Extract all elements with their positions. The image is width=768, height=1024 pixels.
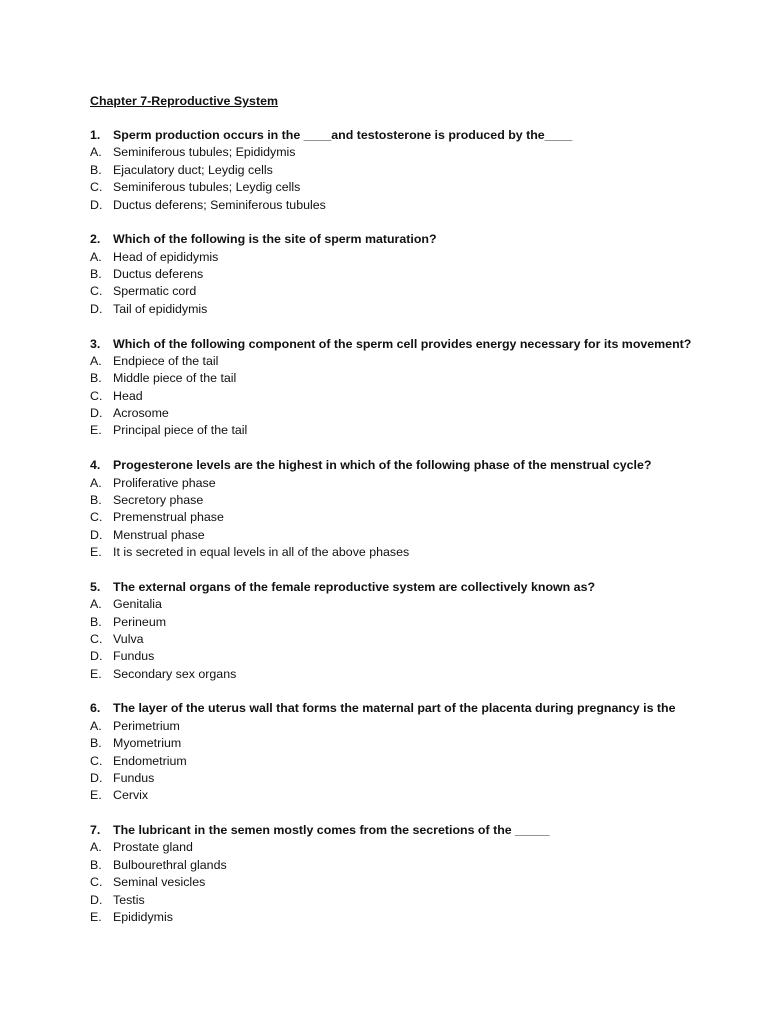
option-letter: A. <box>90 475 102 490</box>
answer-option <box>90 770 710 787</box>
option-text: Genitalia <box>113 597 162 612</box>
option-letter: D. <box>90 197 103 212</box>
option-text: Prostate gland <box>113 840 193 855</box>
question-number: 1. <box>90 128 101 142</box>
question-line <box>90 457 710 474</box>
option-text: Vulva <box>113 631 144 646</box>
option-text: Head <box>113 388 143 403</box>
question-text: Which of the following is the site of sperm maturation? <box>113 232 437 247</box>
option-text: Fundus <box>113 770 155 785</box>
option-text: Ductus deferens <box>113 267 204 282</box>
option-text: Endpiece of the tail <box>113 353 219 368</box>
question-number: 5. <box>90 579 101 594</box>
option-text: Seminiferous tubules; Leydig cells <box>113 180 301 195</box>
answer-option <box>90 666 710 683</box>
option-letter: A. <box>90 249 102 264</box>
option-text: Ejaculatory duct; Leydig cells <box>113 162 273 177</box>
answer-option <box>90 249 710 266</box>
answer-option <box>90 735 710 752</box>
question-line <box>90 127 710 144</box>
answer-option <box>90 422 710 439</box>
answer-option <box>90 144 710 161</box>
option-text: Tail of epididymis <box>113 301 208 316</box>
option-text: Proliferative phase <box>113 475 216 490</box>
option-letter: D. <box>90 406 103 421</box>
option-letter: E. <box>90 423 102 438</box>
option-letter: E. <box>90 910 102 925</box>
question-text: Which of the following component of the sperm cell provides energy necessary for its movement? <box>113 336 692 351</box>
option-text: Epididymis <box>113 910 173 925</box>
option-text: Seminal vesicles <box>113 875 206 890</box>
answer-option <box>90 179 710 196</box>
answer-option <box>90 266 710 283</box>
option-text: Myometrium <box>113 736 182 751</box>
option-letter: C. <box>90 388 103 403</box>
question-block <box>90 822 710 926</box>
option-letter: D. <box>90 527 103 542</box>
answer-option <box>90 614 710 631</box>
option-letter: B. <box>90 614 102 629</box>
option-text: Perineum <box>113 614 167 629</box>
option-letter: A. <box>90 718 102 733</box>
answer-option <box>90 283 710 300</box>
question-text: Progesterone levels are the highest in which of the following phase of the menstrual cycle? <box>113 458 652 473</box>
answer-option <box>90 857 710 874</box>
answer-option <box>90 544 710 561</box>
option-letter: D. <box>90 301 103 316</box>
question-block <box>90 579 710 683</box>
answer-option <box>90 718 710 735</box>
answer-option <box>90 388 710 405</box>
question-block <box>90 336 710 440</box>
option-letter: C. <box>90 180 103 195</box>
answer-option <box>90 839 710 856</box>
option-letter: B. <box>90 736 102 751</box>
answer-option <box>90 892 710 909</box>
answer-option <box>90 631 710 648</box>
option-letter: C. <box>90 875 103 890</box>
answer-option <box>90 596 710 613</box>
document-page <box>90 93 710 944</box>
answer-option <box>90 370 710 387</box>
option-letter: E. <box>90 666 102 681</box>
option-letter: A. <box>90 597 102 612</box>
question-line <box>90 579 710 596</box>
option-letter: B. <box>90 857 102 872</box>
option-text: Fundus <box>113 649 155 664</box>
answer-option <box>90 874 710 891</box>
question-number: 7. <box>90 823 101 838</box>
option-text: Secondary sex organs <box>113 666 237 681</box>
option-text: Acrosome <box>113 406 169 421</box>
question-text: Sperm production occurs in the ____and testosterone is produced by the____ <box>113 128 573 142</box>
answer-option <box>90 527 710 544</box>
option-text: Secretory phase <box>113 492 204 507</box>
option-letter: A. <box>90 145 102 160</box>
option-text: Ductus deferens; Seminiferous tubules <box>113 197 326 212</box>
question-block <box>90 457 710 561</box>
option-text: Perimetrium <box>113 718 180 733</box>
answer-option <box>90 405 710 422</box>
option-text: Menstrual phase <box>113 527 205 542</box>
question-block <box>90 700 710 804</box>
option-letter: E. <box>90 545 102 560</box>
answer-option <box>90 475 710 492</box>
question-list <box>90 127 710 926</box>
option-letter: C. <box>90 753 103 768</box>
question-number: 4. <box>90 458 101 473</box>
option-text: Seminiferous tubules; Epididymis <box>113 145 296 160</box>
option-letter: B. <box>90 371 102 386</box>
question-line <box>90 700 710 717</box>
answer-option <box>90 353 710 370</box>
option-text: Endometrium <box>113 753 187 768</box>
answer-option <box>90 197 710 214</box>
question-number: 6. <box>90 701 101 716</box>
question-line <box>90 231 710 248</box>
option-text: Spermatic cord <box>113 284 197 299</box>
option-text: Bulbourethral glands <box>113 857 227 872</box>
option-letter: E. <box>90 788 102 803</box>
question-number: 3. <box>90 336 101 351</box>
answer-option <box>90 492 710 509</box>
question-block <box>90 231 710 318</box>
option-text: Head of epididymis <box>113 249 219 264</box>
option-text: Principal piece of the tail <box>113 423 248 438</box>
answer-option <box>90 909 710 926</box>
question-text: The lubricant in the semen mostly comes from the secretions of the _____ <box>113 823 550 838</box>
answer-option <box>90 509 710 526</box>
option-letter: A. <box>90 840 102 855</box>
question-line <box>90 822 710 839</box>
question-text: The external organs of the female reproductive system are collectively known as? <box>113 579 596 594</box>
answer-option <box>90 648 710 665</box>
option-letter: D. <box>90 770 103 785</box>
option-text: Testis <box>113 892 145 907</box>
option-letter: C. <box>90 284 103 299</box>
chapter-title: Chapter 7-Reproductive System <box>90 94 278 108</box>
option-text: Middle piece of the tail <box>113 371 237 386</box>
option-letter: C. <box>90 631 103 646</box>
option-letter: D. <box>90 649 103 664</box>
option-letter: A. <box>90 353 102 368</box>
answer-option <box>90 787 710 804</box>
answer-option <box>90 753 710 770</box>
option-letter: D. <box>90 892 103 907</box>
option-text: Premenstrual phase <box>113 510 224 525</box>
question-line <box>90 336 710 353</box>
answer-option <box>90 301 710 318</box>
answer-option <box>90 162 710 179</box>
question-text: The layer of the uterus wall that forms the maternal part of the placenta during pregnancy is the <box>113 701 676 716</box>
option-text: Cervix <box>113 788 149 803</box>
option-letter: C. <box>90 510 103 525</box>
question-number: 2. <box>90 232 101 247</box>
question-block <box>90 127 710 214</box>
option-letter: B. <box>90 492 102 507</box>
option-letter: B. <box>90 267 102 282</box>
option-text: It is secreted in equal levels in all of the above phases <box>113 545 410 560</box>
option-letter: B. <box>90 162 102 177</box>
